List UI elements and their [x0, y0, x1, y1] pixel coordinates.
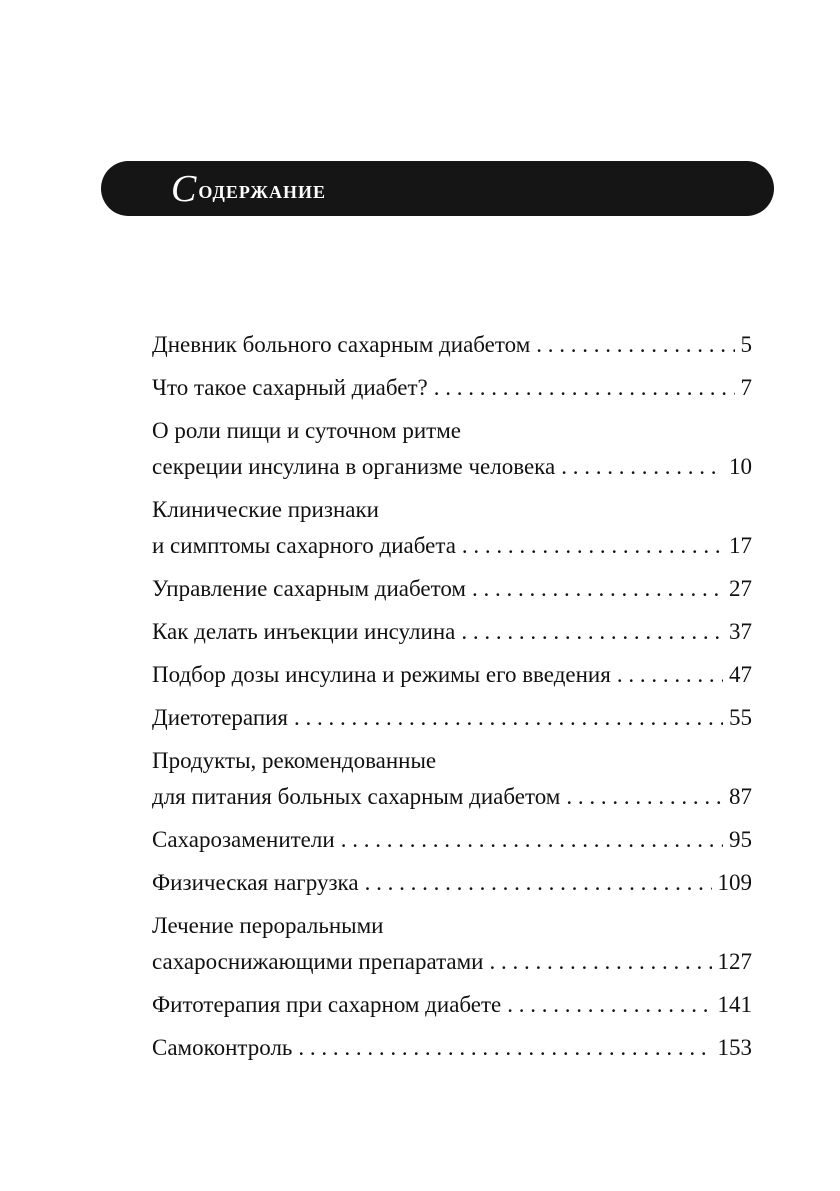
toc-entry-title: сахароснижающими препаратами — [152, 949, 484, 974]
toc-entry-line — [152, 944, 752, 980]
toc-entry-title: Что такое сахарный диабет? — [152, 375, 428, 400]
toc-entry-line — [152, 865, 752, 901]
toc-entry-title: Продукты, рекомендованные — [152, 748, 437, 773]
toc-entry[interactable] — [152, 743, 752, 815]
toc-dot-leader — [566, 779, 723, 815]
toc-entry[interactable] — [152, 614, 752, 650]
page-title-initial: С — [171, 167, 198, 210]
toc-page-number: 109 — [717, 870, 752, 895]
toc-entry[interactable] — [152, 700, 752, 736]
toc-entry-line — [152, 743, 752, 779]
toc-page-number: 47 — [729, 662, 752, 687]
toc-entry-title: Сахарозаменители — [152, 827, 335, 852]
toc-entry[interactable] — [152, 987, 752, 1023]
toc-dot-leader — [561, 449, 723, 485]
toc-page-number: 37 — [729, 619, 752, 644]
toc-dot-leader — [434, 370, 735, 406]
toc-dot-leader — [462, 528, 723, 564]
toc-entry-title: О роли пищи и суточном ритме — [152, 418, 461, 443]
toc-dot-leader — [507, 987, 711, 1023]
toc-page-number: 17 — [729, 533, 752, 558]
toc-entry-title: для питания больных сахарным диабетом — [152, 784, 561, 809]
toc-page-number: 7 — [740, 375, 752, 400]
toc-entry-title: Фитотерапия при сахарном диабете — [152, 992, 502, 1017]
toc-entry-title: Дневник больного сахарным диабетом — [152, 332, 531, 357]
toc-entry[interactable] — [152, 822, 752, 858]
toc-entry-line — [152, 449, 752, 485]
toc-page-number: 127 — [717, 949, 752, 974]
toc-dot-leader — [617, 657, 723, 693]
toc-page-number: 5 — [740, 332, 752, 357]
toc-entry-title: и симптомы сахарного диабета — [152, 533, 456, 558]
toc-dot-leader — [536, 327, 734, 363]
toc-entry[interactable] — [152, 571, 752, 607]
toc-entry-line — [152, 700, 752, 736]
toc-entry-line — [152, 370, 752, 406]
toc-entry-title: Управление сахарным диабетом — [152, 576, 466, 601]
toc-entry-line — [152, 1030, 752, 1066]
toc-dot-leader — [489, 944, 711, 980]
toc-page-number: 10 — [729, 454, 752, 479]
toc-page-number: 153 — [717, 1035, 752, 1060]
toc-entry-line — [152, 657, 752, 693]
table-of-contents — [152, 327, 752, 1073]
toc-entry-line — [152, 492, 752, 528]
toc-page-number: 87 — [729, 784, 752, 809]
toc-entry[interactable] — [152, 370, 752, 406]
toc-entry-line — [152, 571, 752, 607]
toc-entry[interactable] — [152, 327, 752, 363]
toc-page-number: 55 — [729, 705, 752, 730]
toc-entry-title: Клинические признаки — [152, 497, 379, 522]
contents-header-bar — [101, 161, 774, 216]
toc-entry-title: Лечение пероральными — [152, 913, 384, 938]
page-title — [171, 167, 326, 211]
toc-entry-title: Физическая нагрузка — [152, 870, 359, 895]
toc-entry-title: Диетотерапия — [152, 705, 289, 730]
toc-entry[interactable] — [152, 413, 752, 485]
toc-entry-line — [152, 908, 752, 944]
toc-entry[interactable] — [152, 492, 752, 564]
toc-page-number: 27 — [729, 576, 752, 601]
toc-entry-line — [152, 327, 752, 363]
toc-entry[interactable] — [152, 865, 752, 901]
toc-dot-leader — [365, 865, 712, 901]
toc-entry-line — [152, 528, 752, 564]
toc-entry-line — [152, 822, 752, 858]
toc-entry-title: секреции инсулина в организме человека — [152, 454, 556, 479]
toc-entry[interactable] — [152, 1030, 752, 1066]
toc-entry[interactable] — [152, 908, 752, 980]
toc-dot-leader — [472, 571, 723, 607]
toc-entry-title: Как делать инъекции инсулина — [152, 619, 456, 644]
toc-entry-line — [152, 614, 752, 650]
toc-dot-leader — [298, 1030, 711, 1066]
toc-dot-leader — [341, 822, 723, 858]
toc-entry-line — [152, 987, 752, 1023]
toc-entry-line — [152, 779, 752, 815]
toc-entry-title: Подбор дозы инсулина и режимы его введения — [152, 662, 611, 687]
toc-page-number: 95 — [729, 827, 752, 852]
toc-entry-line — [152, 413, 752, 449]
toc-page-number: 141 — [717, 992, 752, 1017]
toc-entry-title: Самоконтроль — [152, 1035, 293, 1060]
toc-dot-leader — [461, 614, 723, 650]
page-title-rest: одержание — [198, 176, 327, 204]
toc-entry[interactable] — [152, 657, 752, 693]
toc-dot-leader — [294, 700, 723, 736]
